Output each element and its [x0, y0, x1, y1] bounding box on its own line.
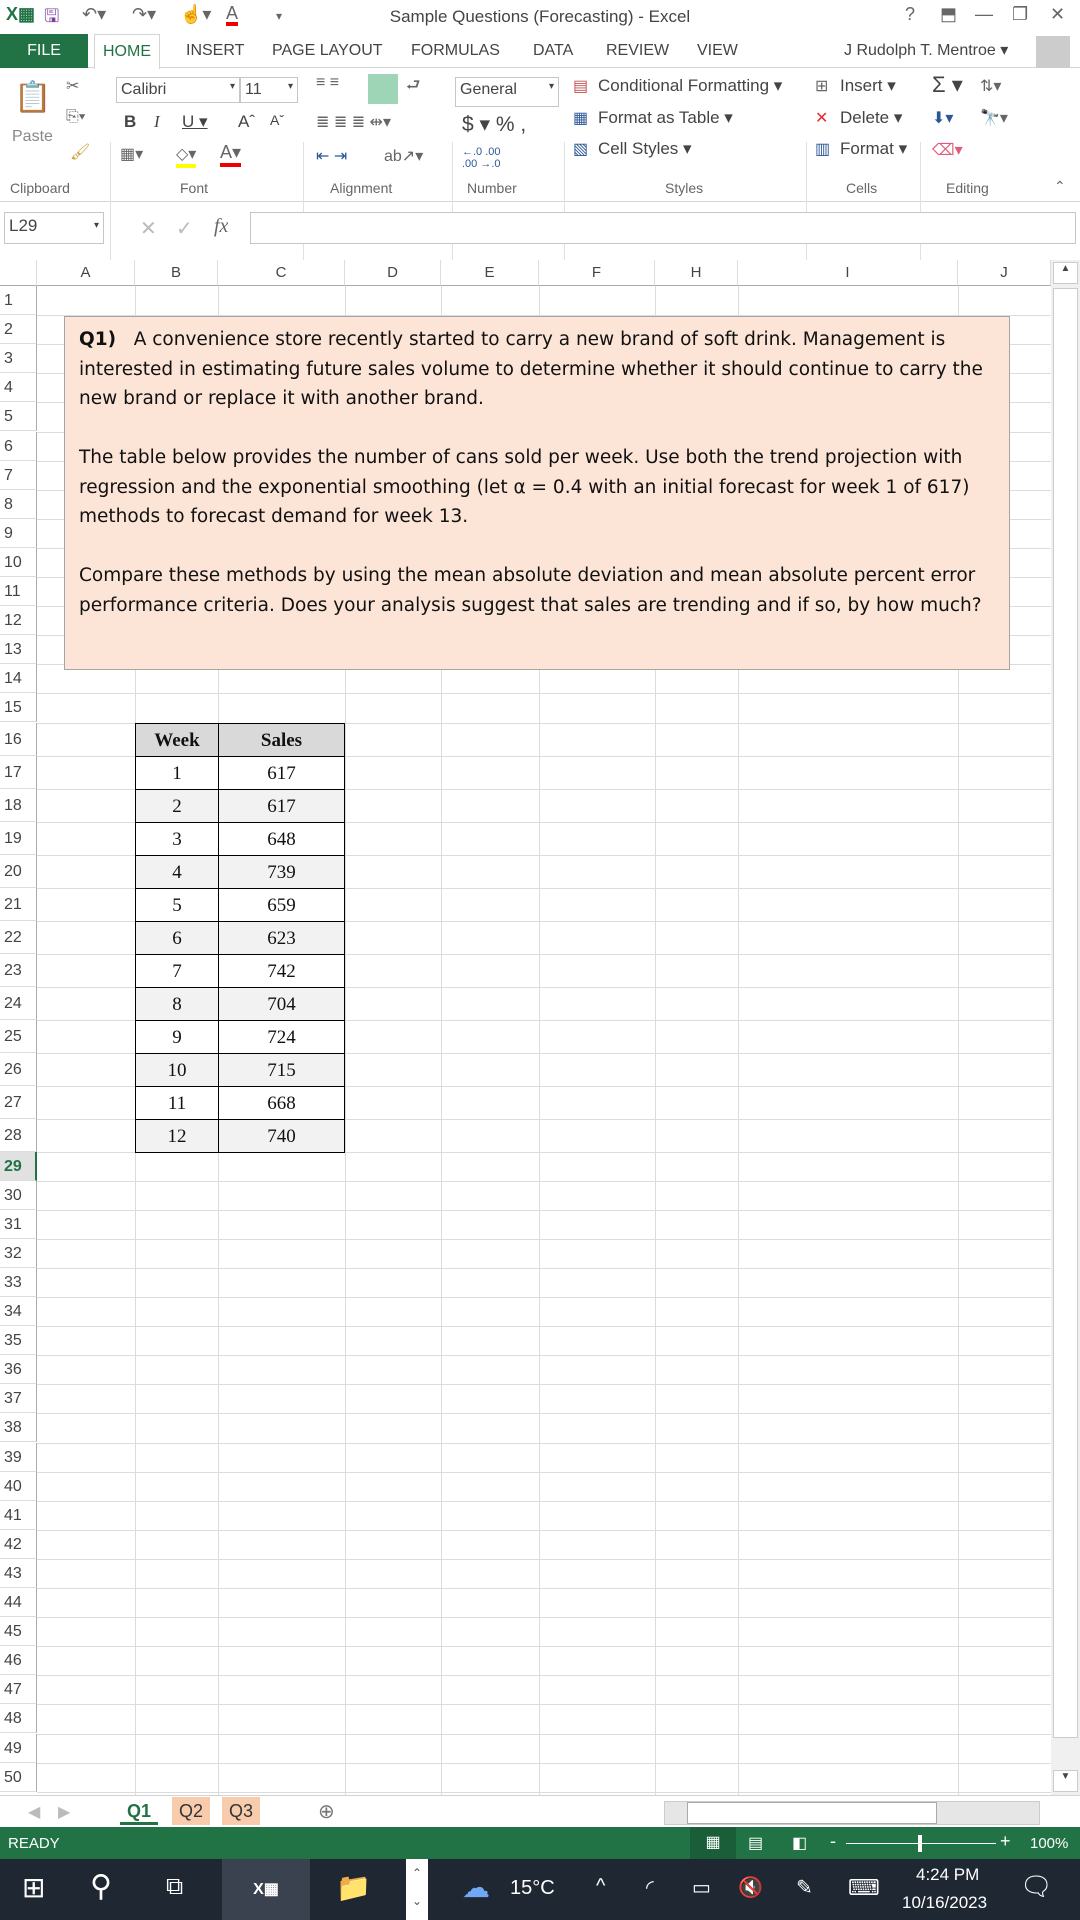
- name-box[interactable]: L29 ▾: [4, 212, 104, 244]
- table-cell[interactable]: 12: [135, 1119, 219, 1153]
- conditional-formatting-label: Conditional Formatting: [598, 76, 770, 95]
- column-header-J[interactable]: J: [958, 260, 1051, 286]
- table-cell[interactable]: 5: [135, 888, 219, 922]
- conditional-formatting-icon[interactable]: ▤: [573, 78, 589, 95]
- cell-styles-icon[interactable]: ▧: [573, 141, 589, 158]
- row-header-25[interactable]: 25: [0, 1020, 37, 1053]
- collapse-ribbon-icon[interactable]: ⌃: [1054, 178, 1066, 194]
- column-header-B[interactable]: B: [135, 260, 218, 286]
- group-label-number: Number: [467, 180, 517, 196]
- insert-cells-icon[interactable]: ⊞: [815, 78, 829, 95]
- format-label: Format: [840, 139, 894, 158]
- ribbon: [0, 68, 1080, 202]
- table-cell[interactable]: 617: [218, 756, 345, 790]
- formula-bar: [0, 210, 1080, 248]
- table-cell[interactable]: 659: [218, 888, 345, 922]
- row-header-42[interactable]: 42: [0, 1530, 37, 1559]
- touch-mode-icon[interactable]: ☝▾: [180, 4, 212, 24]
- table-cell[interactable]: 4: [135, 855, 219, 889]
- row-header-27[interactable]: 27: [0, 1086, 37, 1119]
- table-cell[interactable]: 704: [218, 987, 345, 1021]
- row-header-1[interactable]: 1: [0, 286, 37, 315]
- taskbar-scroll-icon[interactable]: ⌃ ⌄: [406, 1859, 428, 1920]
- ribbon-display-icon[interactable]: ⬒: [940, 4, 958, 24]
- bold-button[interactable]: B: [124, 112, 137, 131]
- gridline: [37, 1646, 1058, 1647]
- table-cell[interactable]: 3: [135, 822, 219, 856]
- row-header-18[interactable]: 18: [0, 789, 37, 822]
- table-cell[interactable]: 9: [135, 1020, 219, 1054]
- row-header-40[interactable]: 40: [0, 1472, 37, 1501]
- row-header-33[interactable]: 33: [0, 1268, 37, 1297]
- row-header-9[interactable]: 9: [0, 519, 37, 548]
- orientation-icon[interactable]: ab↗▾: [384, 148, 424, 165]
- row-header-45[interactable]: 45: [0, 1617, 37, 1646]
- notifications-icon[interactable]: 🗨: [1020, 1871, 1054, 1901]
- gridline: [37, 1675, 1058, 1676]
- gridline: [37, 1210, 1058, 1211]
- tab-formulas[interactable]: FORMULAS: [411, 42, 500, 59]
- new-sheet-icon[interactable]: ⊕: [318, 1801, 335, 1823]
- column-header-C[interactable]: C: [218, 260, 345, 286]
- avatar[interactable]: [1036, 36, 1070, 68]
- table-cell[interactable]: 623: [218, 921, 345, 955]
- gridline: [37, 1501, 1058, 1502]
- align-left-center-right-icons[interactable]: ≣ ≣ ≣ ⇹▾: [316, 114, 391, 131]
- row-header-29[interactable]: 29: [0, 1152, 37, 1181]
- formula-input[interactable]: [250, 212, 1076, 244]
- taskbar: [0, 1859, 1080, 1920]
- row-header-3[interactable]: 3: [0, 344, 37, 373]
- table-cell[interactable]: 617: [218, 789, 345, 823]
- zoom-in-button[interactable]: +: [1000, 1831, 1011, 1851]
- row-header-23[interactable]: 23: [0, 954, 37, 987]
- zoom-out-button[interactable]: -: [830, 1831, 836, 1851]
- insert-button[interactable]: Insert ▾: [840, 76, 896, 95]
- clear-icon[interactable]: ⌫▾: [932, 142, 963, 159]
- row-header-7[interactable]: 7: [0, 461, 37, 490]
- row-header-21[interactable]: 21: [0, 888, 37, 921]
- restore-button[interactable]: ❐: [1012, 4, 1029, 24]
- row-header-5[interactable]: 5: [0, 402, 37, 431]
- row-header-17[interactable]: 17: [0, 756, 37, 789]
- gridline: [37, 1355, 1058, 1356]
- table-cell[interactable]: 668: [218, 1086, 345, 1120]
- table-cell[interactable]: 2: [135, 789, 219, 823]
- gridline: [37, 1268, 1058, 1269]
- column-header-A[interactable]: A: [37, 260, 135, 286]
- copy-icon[interactable]: ⎘▾: [66, 108, 86, 125]
- borders-icon[interactable]: ▦▾: [120, 146, 144, 163]
- table-cell[interactable]: 7: [135, 954, 219, 988]
- scroll-thumb[interactable]: [1053, 288, 1078, 1738]
- tab-file[interactable]: FILE: [0, 34, 88, 68]
- paste-icon[interactable]: 📋: [14, 81, 52, 114]
- volume-muted-icon[interactable]: 🔇: [738, 1877, 763, 1899]
- fill-color-icon[interactable]: ◇▾: [176, 144, 196, 168]
- sheet-tab-bar: [0, 1795, 1080, 1827]
- table-header-cell[interactable]: Week: [135, 723, 219, 757]
- column-header-F[interactable]: F: [539, 260, 655, 286]
- task-view-icon[interactable]: ⧉: [166, 1873, 184, 1900]
- column-header-D[interactable]: D: [345, 260, 441, 286]
- group-label-alignment: Alignment: [330, 180, 393, 196]
- title-bar: [0, 0, 1080, 34]
- minimize-button[interactable]: —: [975, 4, 993, 24]
- column-header-H[interactable]: H: [655, 260, 738, 286]
- table-cell[interactable]: 648: [218, 822, 345, 856]
- table-cell[interactable]: 739: [218, 855, 345, 889]
- find-select-icon[interactable]: 🔭▾: [980, 110, 1008, 127]
- gridline: [37, 1413, 1058, 1414]
- row-header-47[interactable]: 47: [0, 1675, 37, 1704]
- row-header-14[interactable]: 14: [0, 664, 37, 693]
- gridline: [37, 1792, 1058, 1793]
- undo-icon[interactable]: ↶▾: [82, 4, 107, 24]
- table-cell[interactable]: 6: [135, 921, 219, 955]
- excel-taskbar-icon[interactable]: X▦: [222, 1859, 310, 1920]
- format-as-table-button[interactable]: Format as Table ▾: [598, 108, 733, 127]
- font-name-value: Calibri: [121, 81, 167, 98]
- customize-qat-icon[interactable]: ▾: [276, 9, 283, 23]
- user-account[interactable]: J Rudolph T. Mentroe ▾: [844, 42, 1009, 59]
- cut-icon[interactable]: ✂: [66, 78, 80, 95]
- row-header-15[interactable]: 15: [0, 693, 37, 722]
- status-ready: READY: [8, 1835, 60, 1852]
- row-header-24[interactable]: 24: [0, 987, 37, 1020]
- status-bar: [0, 1827, 1080, 1859]
- row-header-32[interactable]: 32: [0, 1239, 37, 1268]
- sheet-tab-q2[interactable]: Q2: [172, 1797, 210, 1825]
- enter-icon[interactable]: ✓: [176, 218, 193, 240]
- group-label-font: Font: [180, 180, 209, 196]
- cell-styles-button[interactable]: Cell Styles ▾: [598, 139, 692, 158]
- vertical-scrollbar[interactable]: [1051, 260, 1080, 1795]
- question-textbox[interactable]: [64, 316, 1010, 670]
- column-header-I[interactable]: I: [738, 260, 958, 286]
- row-header-22[interactable]: 22: [0, 921, 37, 954]
- tab-home[interactable]: HOME: [94, 34, 160, 69]
- row-header-20[interactable]: 20: [0, 855, 37, 888]
- sheet-tab-q1[interactable]: Q1: [120, 1797, 158, 1825]
- gridline: [37, 693, 1058, 694]
- gridline: [37, 1530, 1058, 1531]
- currency-button[interactable]: $ ▾ % ,: [462, 113, 527, 136]
- table-cell[interactable]: 8: [135, 987, 219, 1021]
- row-header-28[interactable]: 28: [0, 1119, 37, 1152]
- tab-review[interactable]: REVIEW: [606, 42, 670, 59]
- row-header-46[interactable]: 46: [0, 1646, 37, 1675]
- close-button[interactable]: ✕: [1050, 4, 1066, 24]
- delete-button[interactable]: Delete ▾: [840, 108, 903, 127]
- tab-insert[interactable]: INSERT: [186, 42, 245, 59]
- decimal-buttons[interactable]: ←.0 .00 .00 →.0: [462, 146, 501, 170]
- name-box-value: L29: [9, 216, 38, 235]
- align-middle-icon[interactable]: [368, 74, 398, 104]
- row-header-49[interactable]: 49: [0, 1734, 37, 1763]
- row-header-48[interactable]: 48: [0, 1704, 37, 1733]
- number-format-value: General: [460, 81, 517, 98]
- gridline: [37, 1326, 1058, 1327]
- row-header-13[interactable]: 13: [0, 635, 37, 664]
- sheet-tab-q3[interactable]: Q3: [222, 1797, 260, 1825]
- page-break-view-icon[interactable]: ◧: [792, 1835, 808, 1852]
- font-name-select[interactable]: Calibri ▾: [116, 77, 240, 103]
- user-name: J Rudolph T. Mentroe: [844, 42, 996, 59]
- wrap-text-icon[interactable]: ⮐: [406, 77, 421, 94]
- gridline: [37, 1239, 1058, 1240]
- gridline: [37, 1181, 1058, 1182]
- row-header-16[interactable]: 16: [0, 723, 37, 756]
- row-header-35[interactable]: 35: [0, 1326, 37, 1355]
- row-header-8[interactable]: 8: [0, 490, 37, 519]
- table-cell[interactable]: 724: [218, 1020, 345, 1054]
- select-all-corner[interactable]: [0, 260, 37, 286]
- row-header-26[interactable]: 26: [0, 1053, 37, 1086]
- delete-label: Delete: [840, 108, 890, 127]
- gridline: [37, 1734, 1058, 1735]
- next-sheet-icon[interactable]: ▶: [58, 1804, 71, 1821]
- gridline: [37, 1472, 1058, 1473]
- insert-function-icon[interactable]: fx: [214, 215, 229, 237]
- table-cell[interactable]: 740: [218, 1119, 345, 1153]
- gridline: [37, 1384, 1058, 1385]
- font-size-select[interactable]: 11 ▾: [240, 77, 298, 103]
- redo-icon[interactable]: ↷▾: [132, 4, 157, 24]
- tab-data[interactable]: DATA: [533, 42, 574, 59]
- row-header-44[interactable]: 44: [0, 1588, 37, 1617]
- scroll-up-icon[interactable]: ▲: [1053, 262, 1078, 284]
- number-format-select[interactable]: General ▾: [455, 77, 559, 107]
- file-explorer-icon[interactable]: 📁: [336, 1872, 371, 1903]
- group-label-cells: Cells: [846, 180, 878, 196]
- row-header-19[interactable]: 19: [0, 822, 37, 855]
- font-color-icon[interactable]: A: [226, 4, 238, 26]
- row-header-43[interactable]: 43: [0, 1559, 37, 1588]
- question-paragraph-3: Compare these methods by using the mean absolute deviation and mean absolute percent error performance criteria. Does your analysis suggest that sales are trending and if so, by how much?: [79, 565, 982, 616]
- column-header-E[interactable]: E: [441, 260, 539, 286]
- delete-cells-icon[interactable]: ✕: [815, 110, 829, 127]
- gridline: [37, 1617, 1058, 1618]
- search-icon[interactable]: ⚲: [90, 1870, 112, 1903]
- weather-temp[interactable]: 15°C: [510, 1877, 555, 1899]
- horizontal-scrollbar[interactable]: [664, 1801, 1040, 1825]
- battery-icon[interactable]: ▭: [692, 1877, 711, 1899]
- weather-icon[interactable]: ☁: [462, 1872, 490, 1903]
- group-label-clipboard: Clipboard: [10, 180, 70, 196]
- cancel-icon[interactable]: ✕: [140, 218, 157, 240]
- table-cell[interactable]: 10: [135, 1053, 219, 1087]
- zoom-level[interactable]: 100%: [1030, 1835, 1069, 1852]
- gridline: [37, 1559, 1058, 1560]
- row-header-37[interactable]: 37: [0, 1384, 37, 1413]
- format-button[interactable]: Format ▾: [840, 139, 908, 158]
- row-header-6[interactable]: 6: [0, 432, 37, 461]
- format-painter-icon[interactable]: 🖌: [70, 144, 91, 161]
- excel-logo-icon: X▦: [6, 4, 36, 24]
- tab-view[interactable]: VIEW: [697, 42, 738, 59]
- row-header-34[interactable]: 34: [0, 1297, 37, 1326]
- insert-label: Insert: [840, 76, 883, 95]
- underline-button[interactable]: U ▾: [182, 112, 208, 131]
- gridline: [37, 1588, 1058, 1589]
- format-as-table-icon[interactable]: ▦: [573, 110, 589, 127]
- gridline: [37, 1297, 1058, 1298]
- horizontal-scroll-thumb[interactable]: [687, 1802, 937, 1824]
- gridline: [37, 1443, 1058, 1444]
- row-header-39[interactable]: 39: [0, 1443, 37, 1472]
- scroll-down-icon[interactable]: ▼: [1053, 1770, 1078, 1792]
- prev-sheet-icon[interactable]: ◀: [28, 1804, 41, 1821]
- table-cell[interactable]: 11: [135, 1086, 219, 1120]
- windows-start-icon[interactable]: ⊞: [22, 1872, 46, 1903]
- wifi-icon[interactable]: ◜: [646, 1877, 654, 1899]
- row-header-31[interactable]: 31: [0, 1210, 37, 1239]
- row-header-38[interactable]: 38: [0, 1413, 37, 1442]
- clock-time[interactable]: 4:24 PM: [916, 1865, 980, 1884]
- show-hidden-icons[interactable]: ^: [596, 1875, 606, 1897]
- normal-view-icon[interactable]: ▦: [690, 1827, 736, 1859]
- format-as-table-label: Format as Table: [598, 108, 720, 127]
- cell-styles-label: Cell Styles: [598, 139, 679, 158]
- shrink-font-button[interactable]: Aˇ: [270, 112, 284, 128]
- clock-date[interactable]: 10/16/2023: [902, 1893, 988, 1912]
- keyboard-icon[interactable]: ⌨: [848, 1875, 880, 1900]
- fill-icon[interactable]: ⬇▾: [932, 110, 954, 127]
- grow-font-button[interactable]: Aˆ: [238, 112, 255, 131]
- autosum-icon[interactable]: Σ ▾: [932, 72, 963, 97]
- row-header-12[interactable]: 12: [0, 606, 37, 635]
- question-label: Q1): [79, 329, 117, 350]
- save-icon[interactable]: 🖫: [44, 6, 60, 26]
- question-paragraph-1: A convenience store recently started to carry a new brand of soft drink. Management is interested in estimating future sales volume to determine whether it should continue to carry the new brand or replace it with another brand.: [79, 329, 983, 409]
- align-top-icon[interactable]: ≡ ≡: [316, 74, 340, 91]
- tab-page-layout[interactable]: PAGE LAYOUT: [272, 42, 383, 59]
- row-header-11[interactable]: 11: [0, 577, 37, 606]
- table-header-cell[interactable]: Sales: [218, 723, 345, 757]
- paste-button[interactable]: Paste: [12, 128, 53, 145]
- zoom-slider-thumb[interactable]: [918, 1835, 922, 1852]
- indent-icons[interactable]: ⇤ ⇥: [316, 148, 348, 165]
- help-button[interactable]: ?: [905, 4, 916, 24]
- group-label-editing: Editing: [946, 180, 989, 196]
- window-title: Sample Questions (Forecasting) - Excel: [389, 7, 691, 26]
- gridline: [37, 1704, 1058, 1705]
- pen-icon[interactable]: ✎: [796, 1877, 813, 1899]
- italic-button[interactable]: I: [154, 112, 160, 131]
- sort-filter-icon[interactable]: ⇅▾: [980, 78, 1002, 95]
- format-cells-icon[interactable]: ▥: [815, 141, 831, 158]
- table-cell[interactable]: 1: [135, 756, 219, 790]
- page-layout-view-icon[interactable]: ▤: [748, 1835, 764, 1852]
- row-header-41[interactable]: 41: [0, 1501, 37, 1530]
- row-header-10[interactable]: 10: [0, 548, 37, 577]
- font-size-value: 11: [245, 81, 262, 98]
- group-label-styles: Styles: [665, 180, 704, 196]
- font-color-button[interactable]: A▾: [220, 142, 241, 167]
- row-header-50[interactable]: 50: [0, 1763, 37, 1792]
- gridline: [37, 1763, 1058, 1764]
- row-header-30[interactable]: 30: [0, 1181, 37, 1210]
- conditional-formatting-button[interactable]: Conditional Formatting ▾: [598, 76, 783, 95]
- table-cell[interactable]: 742: [218, 954, 345, 988]
- row-header-36[interactable]: 36: [0, 1355, 37, 1384]
- row-header-2[interactable]: 2: [0, 315, 37, 344]
- question-paragraph-2: The table below provides the number of cans sold per week. Use both the trend projection with regression and the exponential smoothing (let α = 0.4 with an initial forecast for week 1 of 617) methods to forecast demand for week 13.: [79, 447, 970, 527]
- table-cell[interactable]: 715: [218, 1053, 345, 1087]
- row-header-4[interactable]: 4: [0, 373, 37, 402]
